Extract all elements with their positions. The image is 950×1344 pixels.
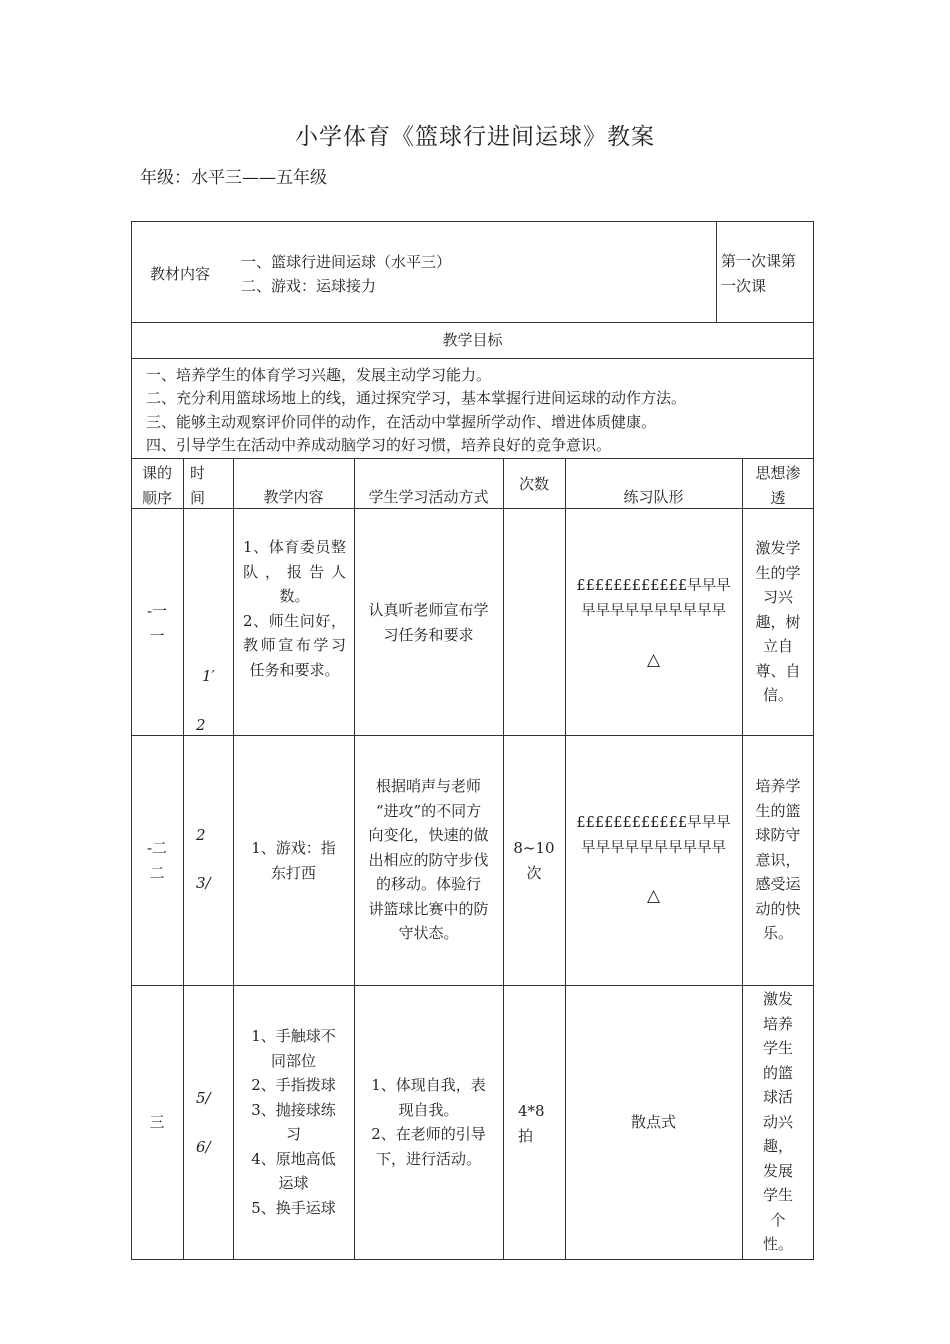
row-3-order: 三	[149, 1113, 165, 1131]
content-item-1: 一、篮球行进间运球（水平三）	[241, 253, 452, 271]
row-2-content: 1、游戏：指 东打西	[251, 839, 336, 882]
row-2-time-a: 2	[196, 826, 206, 844]
row-1-triangle: △	[646, 650, 661, 670]
content-item-2: 二、游戏：运球接力	[241, 277, 377, 295]
header-formation: 练习队形	[623, 488, 684, 506]
row-1-ideology: 激发学 生的学 习兴 趣，树 立自 尊、自 信。	[755, 539, 801, 704]
row-3-time-a: 5/	[196, 1089, 211, 1107]
rule	[131, 358, 814, 359]
row-2-formation: ££££££££££££早早早 早早早早早早早早早早	[576, 815, 731, 856]
content-label: 教材内容	[150, 265, 211, 283]
row-3-time-b: 6/	[196, 1138, 211, 1156]
rule	[131, 322, 814, 323]
row-3-formation: 散点式	[630, 1113, 676, 1131]
header-count: 次数	[518, 475, 549, 493]
header-activity: 学生学习活动方式	[368, 488, 489, 506]
goal-item: 二、充分利用篮球场地上的线，通过探究学习，基本掌握行进间运球的动作方法。	[146, 389, 687, 407]
goal-item: 一、培养学生的体育学习兴趣，发展主动学习能力。	[146, 366, 492, 384]
row-1-time-a: 1′	[202, 667, 215, 685]
row-3-activity: 1、体现自我，表 现自我。 2、在老师的引导 下，进行活动。	[371, 1076, 486, 1168]
lesson-number: 第一次课第 一次课	[721, 252, 797, 295]
header-content: 教学内容	[263, 488, 324, 506]
header-ideology: 思想渗 透	[755, 464, 801, 507]
row-3-content: 1、手触球不 同部位 2、手指拨球 3、抛接球练 习 4、原地高低 运球 5、换手运球	[251, 1027, 336, 1217]
row-1-time-b: 2	[196, 716, 206, 734]
document-title: 小学体育《篮球行进间运球》教案	[295, 124, 655, 150]
rule	[183, 458, 184, 1260]
goal-item: 三、能够主动观察评价同伴的动作，在活动中掌握所学动作、增进体质健康。	[146, 413, 657, 431]
row-2-activity: 根据哨声与老师 “进攻”的不同方 向变化，快速的做 出相应的防守步伐 的移动。体验行 讲篮球比赛中的防 守状态。	[368, 777, 489, 942]
row-2-count: 8~10 次	[513, 839, 555, 882]
row-2-triangle: △	[646, 886, 661, 906]
row-1-order: -一 一	[146, 602, 168, 645]
header-order: 课的 顺序	[141, 464, 172, 507]
row-3-ideology: 激发 培养 学生 的篮 球活 动兴 趣， 发展 学生 个 性。	[762, 990, 793, 1253]
row-1-content: 1、体育委员整队，报告人数。 2、师生问好，教师宣布学习任务和要求。	[243, 538, 346, 679]
row-1-activity: 认真听老师宣布学 习任务和要求	[368, 601, 489, 644]
row-3-count: 4*8 拍	[518, 1102, 545, 1145]
row-2-time-b: 3/	[196, 874, 211, 892]
goals-heading: 教学目标	[442, 331, 503, 349]
rule	[716, 221, 717, 322]
grade-line: 年级：水平三——五年级	[140, 168, 327, 188]
row-2-ideology: 培养学 生的篮 球防守 意识， 感受运 动的快 乐。	[755, 777, 801, 942]
row-2-order: -二 二	[146, 839, 168, 882]
goal-item: 四、引导学生在活动中养成动脑学习的好习惯，培养良好的竞争意识。	[146, 436, 612, 454]
row-1-formation: ££££££££££££早早早 早早早早早早早早早早	[576, 578, 731, 619]
header-time: 时 间	[190, 464, 206, 507]
